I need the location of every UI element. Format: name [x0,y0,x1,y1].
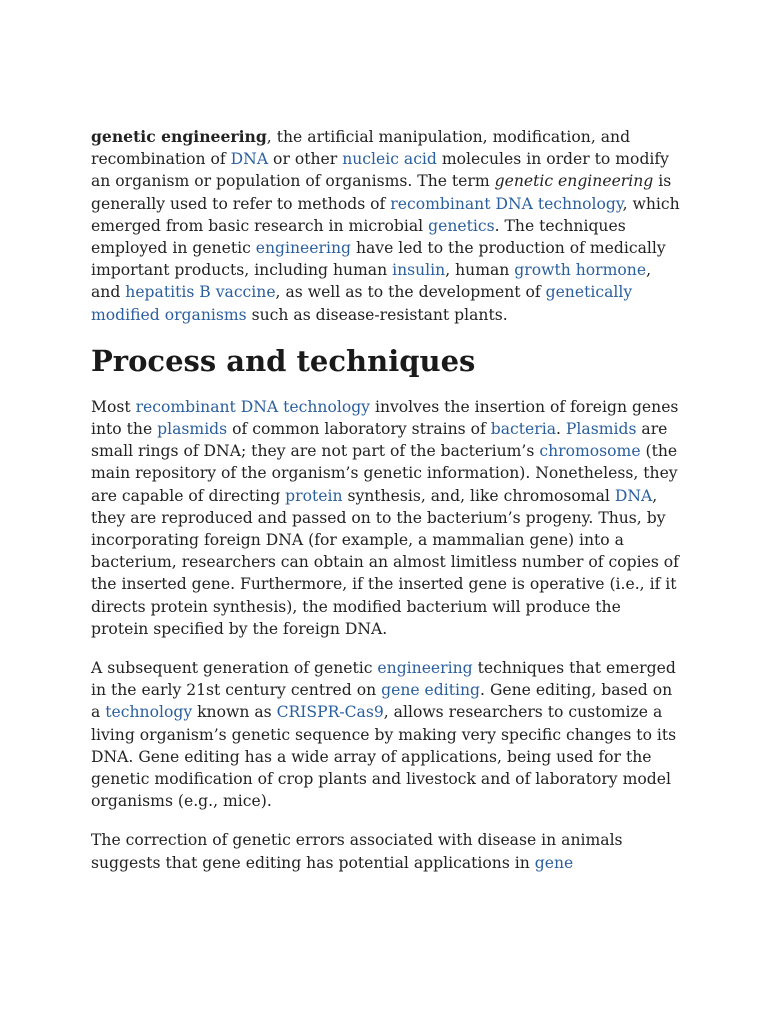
text: . Gene editing, based on a [91,681,673,722]
link-gene[interactable]: gene [534,853,574,872]
section-heading: Process and techniques [91,343,476,378]
link-plasmids[interactable]: plasmids [157,420,228,439]
text: , the artificial manipulation, modification, and recombination of [91,128,631,169]
link-bacteria[interactable]: bacteria [490,420,556,439]
text: molecules in order to modify an organism or population of organisms. The term [91,150,669,191]
text: , and [91,261,652,302]
text: , as well as to the development of [275,283,546,302]
link-genetically-modified-organisms[interactable]: genetically modified organisms [91,283,633,324]
text: The correction of genetic errors associated with disease in animals suggests that gene editing has potential applications in [91,831,623,872]
paragraph-correction [91,829,681,873]
link-engineering[interactable]: engineering [377,659,473,678]
text: . The techniques employed in genetic [91,216,626,258]
text: involves the insertion of foreign genes into the [91,397,679,439]
text: . [556,420,566,439]
text: known as [192,703,277,722]
text: (the main repository of the organism’s genetic information). Nonetheless, they are capable of directing [91,442,678,505]
link-protein[interactable]: protein [285,486,343,505]
text: have led to the production of medically important products, including human [91,239,666,280]
link-dna[interactable]: DNA [230,150,269,169]
link-crispr-cas9[interactable]: CRISPR-Cas9 [276,703,384,722]
link-technology[interactable]: technology [105,703,193,722]
link-gene-editing[interactable]: gene editing [381,681,481,700]
text: , human [445,261,515,280]
text: , which emerged from basic research in microbial [91,194,680,235]
link-recombinant-dna-technology[interactable]: recombinant DNA technology [390,194,623,213]
link-engineering[interactable]: engineering [255,239,351,258]
text: , allows researchers to customize a living organism’s genetic sequence by making very specific changes to its DNA. Gene editing has a wide array of applications, being used for the genetic modification of crop plants and livestock and of laboratory model organisms (e.g., mice). [91,703,677,811]
text: are small rings of DNA; they are not part of the bacterium’s [91,420,668,461]
text: , they are reproduced and passed on to the bacterium’s progeny. Thus, by incorporating foreign DNA (for example, a mammalian gene) into a bacterium, researchers can obtain an almost limitless number of copies of the inserted gene. Furthermore, if the inserted gene is operative (i.e., if it directs protein synthesis), the modified bacterium will produce the protein specified by the foreign DNA. [91,486,679,638]
link-growth-hormone[interactable]: growth hormone [514,261,647,280]
text: Most [91,397,136,416]
link-plasmids[interactable]: Plasmids [565,420,637,439]
text: is generally used to refer to methods of [91,172,672,213]
term-bold: genetic engineering [91,127,267,146]
link-nucleic-acid[interactable]: nucleic acid [342,150,437,169]
term-italic: genetic engineering [494,172,654,191]
link-dna[interactable]: DNA [614,486,653,505]
text: such as disease-resistant plants. [246,305,508,324]
text: synthesis, and, like chromosomal [342,486,615,505]
link-insulin[interactable]: insulin [392,261,446,280]
text: A subsequent generation of genetic [91,659,378,678]
link-recombinant-dna-technology[interactable]: recombinant DNA technology [135,397,370,416]
link-hepatitis-b-vaccine[interactable]: hepatitis B vaccine [125,283,276,302]
intro-paragraph [91,126,681,326]
link-chromosome[interactable]: chromosome [539,442,641,461]
paragraph-recombinant [91,396,681,640]
paragraph-gene-editing [91,657,681,812]
text: or other [268,150,343,169]
text: techniques that emerged in the early 21st century centred on [91,659,676,700]
text: of common laboratory strains of [227,420,491,439]
article-body [91,126,681,891]
link-genetics[interactable]: genetics [428,216,495,235]
